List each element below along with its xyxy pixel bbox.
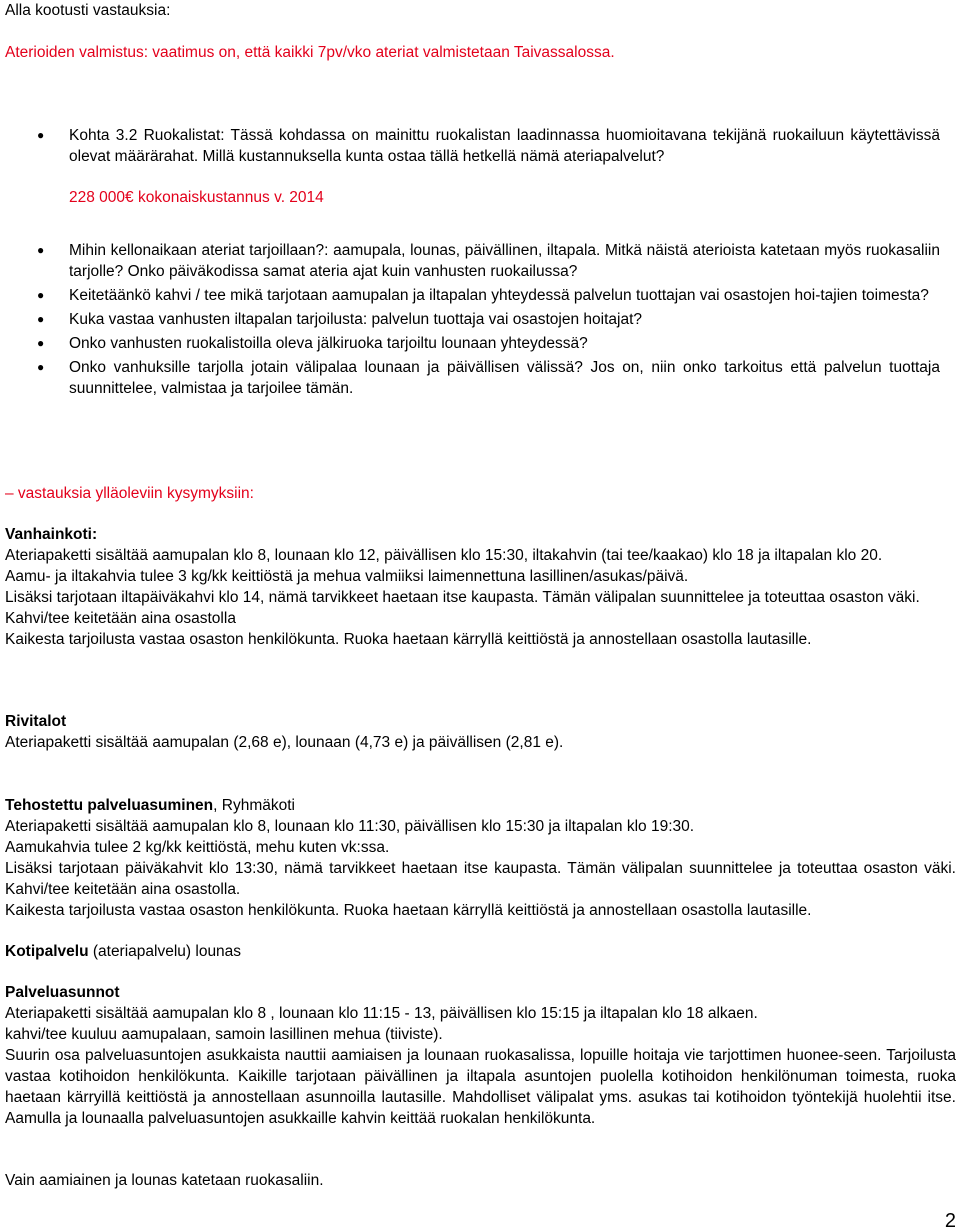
intro-text: Alla kootusti vastauksia: — [5, 2, 171, 19]
paragraph: Lisäksi tarjotaan päiväkahvit klo 13:30, nämä tarvikkeet haetaan itse kaupasta. Tämän välipalan suunnittelee ja toteuttaa osaston väki. Kahvi/tee keitetään aina osastolla. — [5, 860, 956, 898]
paragraph: Aamukahvia tulee 2 kg/kk keittiöstä, mehu kuten vk:ssa. — [5, 839, 390, 856]
section-title: Palveluasunnot — [5, 984, 120, 1001]
list-item: ● Kohta 3.2 Ruokalistat: Tässä kohdassa on mainittu ruokalistan laadinnassa huomioitavana tekijänä ruokailuun käytettävissä olevat määrärahat. Millä kustannuksella kunta ostaa tällä hetkellä nämä ateriapalvelut? — [37, 127, 940, 165]
section-title: Vanhainkoti: — [5, 526, 98, 543]
list-item: ● Kuka vastaa vanhusten iltapalan tarjoilusta: palvelun tuottaja vai osastojen hoitajat? — [37, 311, 643, 328]
palveluasunnot-section — [5, 982, 956, 1129]
question-list-2 — [0, 240, 940, 399]
page-number: 2 — [944, 1210, 956, 1232]
section-title: Rivitalot — [5, 713, 67, 730]
paragraph: Kaikesta tarjoilusta vastaa osaston henkilökunta. Ruoka haetaan kärryllä keittiöstä ja annostellaan osastolla lautasille. — [5, 902, 812, 919]
rivitalot-section — [5, 711, 956, 753]
question-list-1 — [0, 125, 940, 167]
bullet-icon: ● — [37, 312, 45, 326]
final-note: Vain aamiainen ja lounas katetaan ruokasaliin. — [5, 1172, 324, 1189]
list-item: ● Onko vanhusten ruokalistoilla oleva jälkiruoka tarjoiltu lounaan yhteydessä? — [37, 335, 588, 352]
paragraph: kahvi/tee kuuluu aamupalaan, samoin lasillinen mehua (tiiviste). — [5, 1026, 443, 1043]
answers-heading: – vastauksia ylläoleviin kysymyksiin: — [5, 485, 254, 502]
list-item: ● Keitetäänkö kahvi / tee mikä tarjotaan aamupalan ja iltapalan yhteydessä palvelun tuottajan vai osastojen hoi-tajien toimesta? — [37, 287, 929, 304]
paragraph: Ateriapaketti sisältää aamupalan klo 8, lounaan klo 11:30, päivällisen klo 15:30 ja iltapalan klo 19:30. — [5, 818, 695, 835]
section-title: Tehostettu palveluasuminen, Ryhmäkoti — [5, 797, 295, 814]
paragraph: Lisäksi tarjotaan iltapäiväkahvi klo 14, nämä tarvikkeet haetaan itse kaupasta. Tämän välipalan suunnittelee ja toteuttaa osaston väki. — [5, 589, 920, 606]
bullet-icon: ● — [37, 336, 45, 350]
list-item: ● Onko vanhuksille tarjolla jotain välipalaa lounaan ja päivällisen välissä? Jos on, niin onko tarkoitus että palvelun tuottaja suunnittelee, valmistaa ja tarjoilee tämän. — [37, 359, 940, 397]
bullet-icon: ● — [37, 288, 45, 302]
paragraph: Aamu- ja iltakahvia tulee 3 kg/kk keittiöstä ja mehua valmiiksi laimennettuna lasillinen/asukas/päivä. — [5, 568, 689, 585]
paragraph: Ateriapaketti sisältää aamupalan (2,68 e), lounaan (4,73 e) ja päivällisen (2,81 e). — [5, 734, 564, 751]
requirement-note: Aterioiden valmistus: vaatimus on, että kaikki 7pv/vko ateriat valmistetaan Taivassalossa. — [5, 44, 615, 61]
paragraph: Kaikesta tarjoilusta vastaa osaston henkilökunta. Ruoka haetaan kärryllä keittiöstä ja annostellaan osastolla lautasille. — [5, 631, 812, 648]
list-item: ● Mihin kellonaikaan ateriat tarjoillaan?: aamupala, lounas, päivällinen, iltapala. Mitkä näistä aterioista katetaan myös ruokasaliin tarjolle? Onko päiväkodissa samat ateria ajat kuin vanhusten ruokailussa? — [37, 242, 940, 280]
paragraph: Ateriapaketti sisältää aamupalan klo 8, lounaan klo 12, päivällisen klo 15:30, iltakahvin (tai tee/kaakao) klo 18 ja iltapalan klo 20. — [5, 547, 883, 564]
tehostettu-section — [5, 795, 956, 921]
cost-answer: 228 000€ kokonaiskustannus v. 2014 — [69, 189, 324, 206]
paragraph: Suurin osa palveluasuntojen asukkaista nauttii aamiaisen ja lounaan ruokasalissa, lopuille hoitaja vie tarjottimen huonee-seen. Tarjoilusta vastaa kotihoidon henkilökunta. Kaikille tarjotaan päivällinen ja iltapala asuntojen puolella kotihoidon henkilönuman toimesta, ruoka haetaan kärryillä keittiöstä ja annostellaan asunnoilla lautasille. Mahdolliset välipalat yms. asukas tai kotihoidon työntekijä huolehtii itse. Aamulla ja lounaalla palveluasuntojen asukkaille kahvin keittää ruokalan henkilökunta. — [5, 1047, 956, 1127]
kotipalvelu-section: Kotipalvelu (ateriapalvelu) lounas — [5, 943, 242, 960]
paragraph: Ateriapaketti sisältää aamupalan klo 8 , lounaan klo 11:15 - 13, päivällisen klo 15:15 ja iltapalan klo 18 alkaen. — [5, 1005, 758, 1022]
vanhainkoti-section — [5, 524, 956, 650]
bullet-icon: ● — [37, 360, 45, 374]
bullet-icon: ● — [37, 243, 45, 257]
bullet-icon: ● — [37, 128, 45, 142]
paragraph: Kahvi/tee keitetään aina osastolla — [5, 610, 236, 627]
